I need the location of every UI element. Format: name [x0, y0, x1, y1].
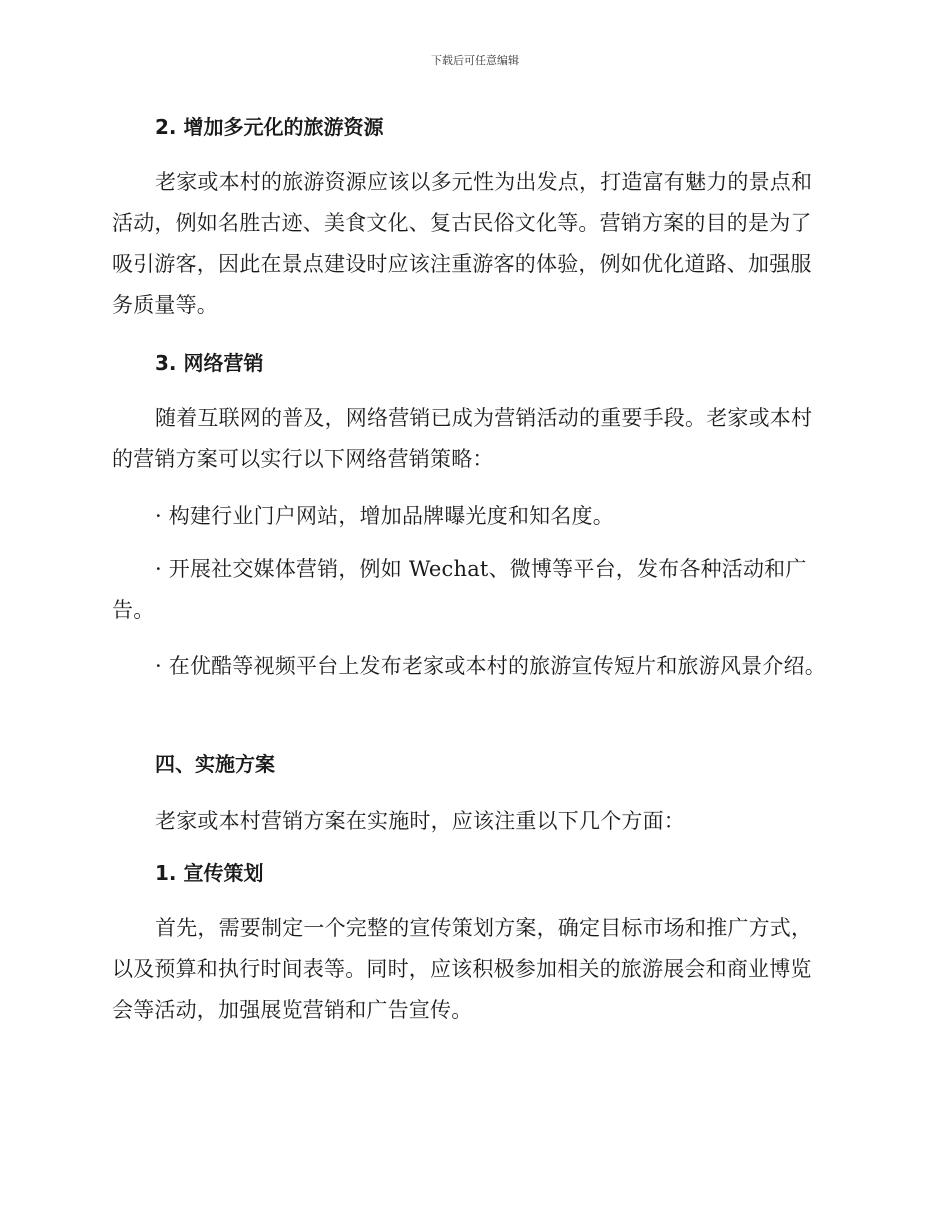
- paragraph-diversified-resources: 老家或本村的旅游资源应该以多元性为出发点，打造富有魅力的景点和活动，例如名胜古迹、美食文化、复古民俗文化等。营销方案的目的是为了吸引游客，因此在景点建设时应该注重游客的体验，例如优化道路、加强服务质量等。: [112, 170, 813, 317]
- heading-implementation: 四、实施方案: [155, 752, 275, 776]
- paragraph-online-marketing: 随着互联网的普及，网络营销已成为营销活动的重要手段。老家或本村的营销方案可以实行以下网络营销策略：: [112, 406, 813, 471]
- bullet-video-platform: · 在优酷等视频平台上发布老家或本村的旅游宣传短片和旅游风景介绍。: [155, 654, 826, 678]
- paragraph-publicity-planning: 首先，需要制定一个完整的宣传策划方案，确定目标市场和推广方式，以及预算和执行时间表等。同时，应该积极参加相关的旅游展会和商业博览会等活动，加强展览营销和广告宣传。: [112, 916, 813, 1022]
- heading-publicity-planning: 1. 宣传策划: [155, 861, 264, 885]
- bullet-portal-website: · 构建行业门户网站，增加品牌曝光度和知名度。: [155, 504, 614, 528]
- page-header: 下载后可任意编辑: [431, 54, 519, 67]
- heading-online-marketing: 3. 网络营销: [155, 351, 264, 375]
- heading-diversified-resources: 2. 增加多元化的旅游资源: [155, 115, 384, 139]
- paragraph-implementation: 老家或本村营销方案在实施时，应该注重以下几个方面：: [155, 809, 685, 833]
- bullet-social-media: · 开展社交媒体营销，例如 Wechat、微博等平台，发布各种活动和广告。: [112, 557, 807, 622]
